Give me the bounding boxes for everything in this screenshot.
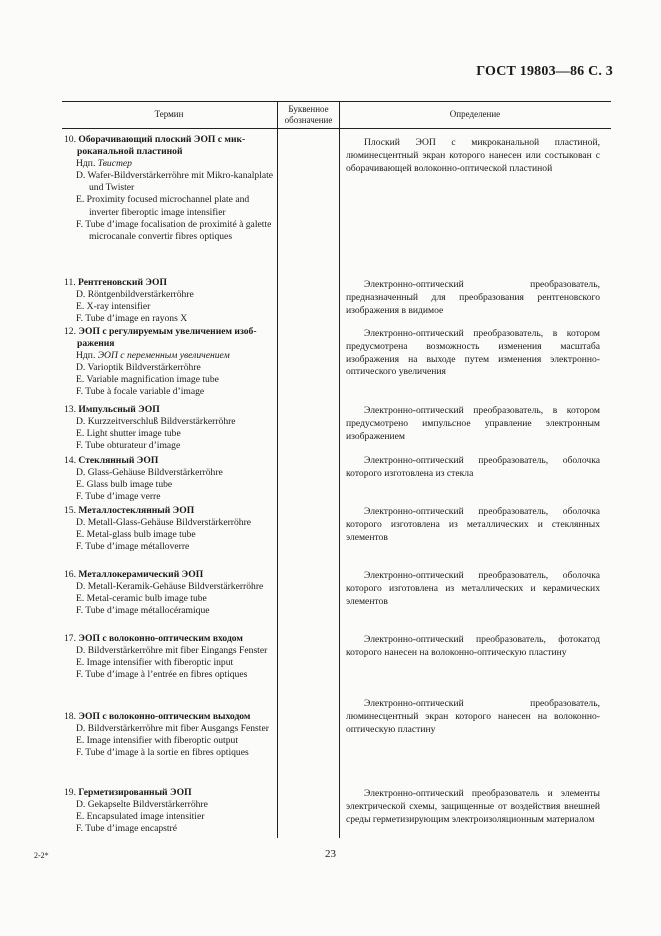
term-entry-13 (64, 404, 274, 452)
definition-text: Плоский ЭОП с микроканальной пластиной, люминесцентный экран которого нанесен или состыкован с оборачивающей волоконно-оптической пластиной (346, 137, 600, 174)
translation-de: D. Glass-Gehäuse Bildverstärkerröhre (76, 467, 223, 479)
translation-en: E. Image intensifier with fiberoptic input (76, 657, 234, 669)
entry-number: 19. (64, 787, 76, 798)
definition-16 (346, 570, 600, 608)
term-entry-19 (64, 787, 274, 835)
term-entry-10 (64, 134, 274, 243)
definition-text: Электронно-оптический преобразователь, в котором предусмотрено импульсное управление электронным изображением (346, 405, 600, 442)
entry-number: 18. (64, 711, 76, 722)
term-entry-15 (64, 505, 274, 553)
footer-signature-mark: 2-2* (34, 851, 49, 860)
definition-14 (346, 455, 600, 481)
translation-en: E. Image intensifier with fiberoptic output (76, 735, 238, 747)
definition-text: Электронно-оптический преобразователь, фотокатод которого нанесен на волоконно-оптическую пластину (346, 634, 600, 658)
column-divider-right (339, 128, 340, 838)
translation-de: D. Kurzzeitverschluß Bildverstärkerröhre (76, 416, 236, 428)
header-definition: Определение (449, 109, 501, 119)
entry-title-cont: ражения (77, 338, 115, 350)
translation-fr: F. Tube d’image à l’entrée en fibres optiques (76, 669, 248, 681)
entry-title: Стеклянный ЭОП (78, 455, 159, 466)
entry-title-cont: роканальной пластиной (77, 146, 183, 158)
definition-10 (346, 137, 600, 175)
definition-text: Электронно-оптический преобразователь, оболочка которого изготовлена из стекла (346, 455, 600, 479)
definition-15 (346, 506, 600, 544)
translation-en: E. Encapsulated image intensitier (76, 811, 205, 823)
column-divider-left (277, 128, 278, 838)
translation-fr: F. Tube d’image encapstré (76, 823, 178, 835)
translation-fr: F. Tube d’image métallocéramique (76, 605, 210, 617)
translation-en: E. X-ray intensifier (76, 301, 151, 313)
header-bottom-rule (62, 128, 611, 129)
definition-text: Электронно-оптический преобразователь и элементы электрической схемы, защищенные от воздействия внешней среды герметизирующим электроизоляционным материалом (346, 788, 600, 825)
entry-number: 11. (64, 277, 76, 288)
entry-title: Оборачивающий плоский ЭОП с мик- (78, 134, 246, 145)
translation-fr: F. Tube d’image en rayons X (76, 313, 188, 325)
translation-en: E. Metal-glass bulb image tube (76, 529, 196, 541)
term-entry-18 (64, 711, 274, 759)
entry-number: 13. (64, 404, 76, 415)
definition-19 (346, 788, 600, 826)
entry-number: 12. (64, 326, 76, 337)
translation-fr: F. Tube d’image verre (76, 491, 161, 503)
entry-title: ЭОП с регулируемым увеличением изоб- (78, 326, 257, 337)
entry-title: ЭОП с волоконно-оптическим выходом (78, 711, 251, 722)
translation-de: D. Röntgenbildverstärkerröhre (76, 289, 194, 301)
translation-de: D. Wafer-Bildverstärkerröhre mit Mikro-kanalplate und Twister (76, 170, 274, 194)
definition-11 (346, 279, 600, 317)
definition-text: Электронно-оптический преобразователь, люминесцентный экран которого нанесен на волоконно-оптическую пластину (346, 698, 600, 735)
translation-en: E. Light shutter image tube (76, 428, 181, 440)
entry-title: Рентгеновский ЭОП (78, 277, 167, 288)
header-abbreviation: Буквенное обозначение (277, 101, 340, 128)
ndp-label: Ндп. (76, 350, 96, 362)
entry-title: Металлостеклянный ЭОП (78, 505, 195, 516)
ndp-label: Ндп. (76, 158, 96, 170)
term-entry-14 (64, 455, 274, 503)
translation-fr: F. Tube d’image focalisation de proximité à galette microcanale convertir fibres optiques (76, 218, 272, 242)
definition-text: Электронно-оптический преобразователь, в котором предусмотрена возможность изменения масштаба изображения на выходе путем изменения электронно-оптического увеличения (346, 328, 600, 378)
ndp-term: Твистер (97, 158, 132, 170)
definition-17 (346, 634, 600, 660)
definition-18 (346, 698, 600, 736)
translation-de: D. Gekapselte Bildverstärkerröhre (76, 799, 208, 811)
definition-text: Электронно-оптический преобразователь, оболочка которого изготовлена из металлических и стеклянных элементов (346, 506, 600, 543)
page-number: 23 (325, 848, 336, 860)
entry-title: Импульсный ЭОП (78, 404, 160, 415)
translation-de: D. Metall-Glass-Gehäuse Bildverstärkerröhre (76, 517, 252, 529)
translation-en: E. Proximity focused microchannel plate and inverter fiberoptic image intensifier (76, 194, 250, 218)
entry-title: Герметизированный ЭОП (78, 787, 192, 798)
entry-number: 10. (64, 134, 76, 145)
term-entry-17 (64, 633, 274, 681)
document-header: ГОСТ 19803—86 С. 3 (476, 64, 613, 79)
entry-number: 15. (64, 505, 76, 516)
definition-text: Электронно-оптический преобразователь, оболочка которого изготовлена из металлических и керамических элементов (346, 570, 600, 607)
entry-number: 17. (64, 633, 76, 644)
definition-13 (346, 405, 600, 443)
translation-en: E. Glass bulb image tube (76, 479, 173, 491)
definition-text: Электронно-оптический преобразователь, предназначенный для преобразования рентгеновского изображения в видимое (346, 279, 600, 316)
translation-de: D. Bildverstärkerröhre mit fiber Ausgangs Fenster (76, 723, 269, 735)
ndp-term: ЭОП с переменным увеличением (97, 350, 230, 362)
term-entry-16 (64, 569, 274, 617)
term-entry-11 (64, 277, 274, 325)
entry-number: 16. (64, 569, 76, 580)
translation-de: D. Varioptik Bildverstärkerröhre (76, 362, 201, 374)
term-entry-12 (64, 326, 274, 399)
entry-number: 14. (64, 455, 76, 466)
entry-title: Металлокерамический ЭОП (78, 569, 204, 580)
translation-fr: F. Tube d’image à la sortie en fibres optiques (76, 747, 249, 759)
translation-en: E. Variable magnification image tube (76, 374, 219, 386)
translation-fr: F. Tube d’image métalloverre (76, 541, 190, 553)
translation-en: E. Metal-ceramic bulb image tube (76, 593, 207, 605)
translation-de: D. Bildverstärkerröhre mit fiber Eingangs Fenster (76, 645, 268, 657)
header-term: Термин (154, 109, 184, 119)
definition-12 (346, 328, 600, 379)
translation-fr: F. Tube obturateur d’image (76, 440, 181, 452)
translation-fr: F. Tube à focale variable d’image (76, 386, 205, 398)
entry-title: ЭОП с волоконно-оптическим входом (78, 633, 243, 644)
translation-de: D. Metall-Keramik-Gehäuse Bildverstärkerröhre (76, 581, 264, 593)
